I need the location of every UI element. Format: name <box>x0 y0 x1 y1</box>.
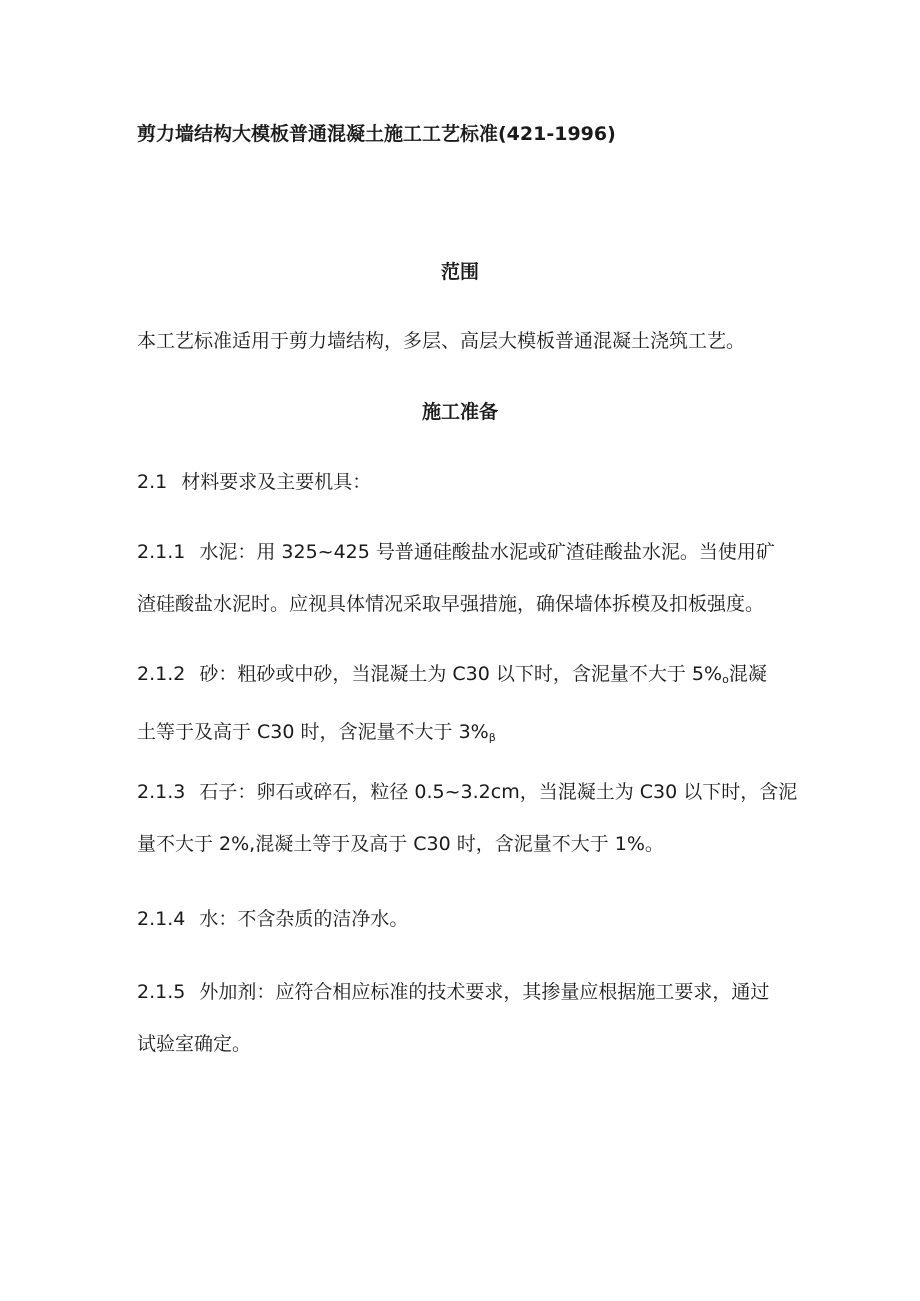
item-number: 2.1.2 <box>137 663 186 685</box>
item-line <box>137 818 817 870</box>
item-2-1-1 <box>137 526 817 630</box>
item-text-line2: 试验室确定。 <box>137 1033 252 1055</box>
item-text-line2: 量不大于 2%,混凝土等于及高于 C30 时，含泥量不大于 1%。 <box>137 833 664 855</box>
item-mark: β <box>488 731 496 744</box>
item-text-line1: 石子：卵石或碎石，粒径 0.5~3.2cm，当混凝土为 C30 以下时，含泥 <box>199 781 798 803</box>
section-heading-prep: 施工准备 <box>421 401 498 423</box>
item-mark: o <box>722 673 729 686</box>
item-number: 2.1.1 <box>137 541 186 563</box>
item-text-line1: 砂：粗砂或中砂，当混凝土为 C30 以下时，含泥量不大于 5% <box>199 663 723 685</box>
item-2-1-2 <box>137 648 817 764</box>
item-text-line1-tail: 混凝 <box>728 663 767 685</box>
item-line <box>137 648 817 706</box>
item-line <box>137 526 817 578</box>
item-text-line1: 水泥：用 325~425 号普通硅酸盐水泥或矿渣硅酸盐水泥。当使用矿 <box>199 541 775 563</box>
item-number: 2.1.5 <box>137 981 186 1003</box>
item-text: 材料要求及主要机具： <box>181 471 372 493</box>
item-line <box>137 706 817 764</box>
item-2-1-3 <box>137 766 817 870</box>
item-number: 2.1 <box>137 471 168 493</box>
item-number: 2.1.4 <box>137 908 186 930</box>
document-title: 剪力墙结构大模板普通混凝土施工工艺标准(421-1996) <box>137 123 616 145</box>
item-2-1-4 <box>137 893 817 945</box>
item-2-1-5 <box>137 966 817 1070</box>
item-line <box>137 766 817 818</box>
item-text-line1: 外加剂：应符合相应标准的技术要求，其掺量应根据施工要求，通过 <box>199 981 770 1003</box>
item-text-line2: 土等于及高于 C30 时，含泥量不大于 3% <box>137 721 489 743</box>
item-text: 水：不含杂质的洁净水。 <box>199 908 409 930</box>
scope-paragraph <box>137 315 817 367</box>
item-line <box>137 1018 817 1070</box>
section-heading-scope: 范围 <box>440 261 479 283</box>
item-2-1 <box>137 456 817 508</box>
item-number: 2.1.3 <box>137 781 186 803</box>
item-line <box>137 578 817 630</box>
item-line <box>137 966 817 1018</box>
scope-text: 本工艺标准适用于剪力墙结构，多层、高层大模板普通混凝土浇筑工艺。 <box>137 330 746 352</box>
item-text-line2: 渣硅酸盐水泥时。应视具体情况采取早强措施，确保墙体拆模及扣板强度。 <box>137 593 765 615</box>
